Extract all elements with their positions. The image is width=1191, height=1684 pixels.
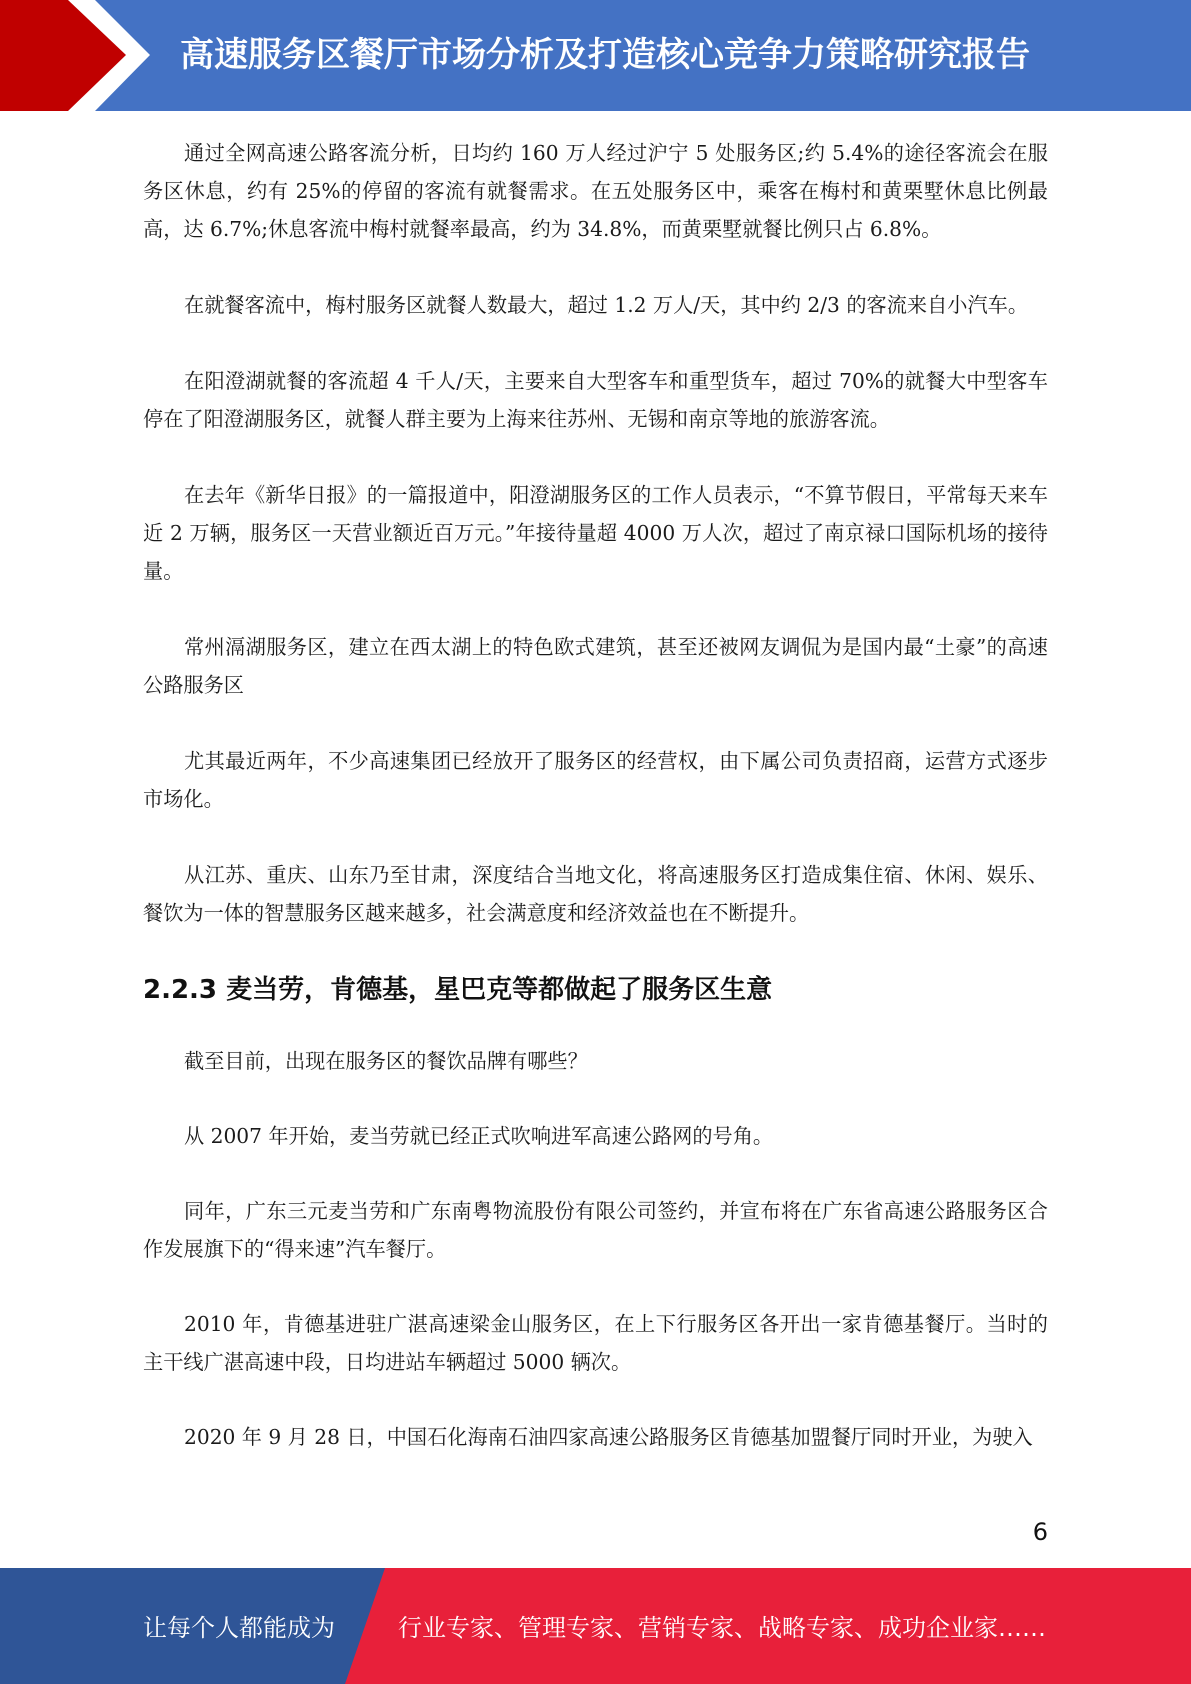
footer-slogan-left: 让每个人都能成为 — [143, 1614, 335, 1642]
paragraph: 同年，广东三元麦当劳和广东南粤物流股份有限公司签约，并宣布将在广东省高速公路服务区合作发展旗下的“得来速”汽车餐厅。 — [143, 1199, 1048, 1261]
paragraph: 从 2007 年开始，麦当劳就已经正式吹响进军高速公路网的号角。 — [184, 1124, 774, 1148]
document-title: 高速服务区餐厅市场分析及打造核心竞争力策略研究报告 — [180, 35, 1030, 75]
footer-slogan-right: 行业专家、管理专家、营销专家、战略专家、成功企业家…… — [398, 1614, 1046, 1642]
paragraph: 从江苏、重庆、山东乃至甘肃，深度结合当地文化，将高速服务区打造成集住宿、休闲、娱乐、餐饮为一体的智慧服务区越来越多，社会满意度和经济效益也在不断提升。 — [143, 863, 1048, 925]
page-number: 6 — [1032, 1518, 1048, 1546]
paragraph: 2020 年 9 月 28 日，中国石化海南石油四家高速公路服务区肯德基加盟餐厅同时开业，为驶入 — [184, 1425, 1033, 1449]
paragraph: 通过全网高速公路客流分析，日均约 160 万人经过沪宁 5 处服务区;约 5.4%的途径客流会在服务区休息，约有 25%的停留的客流有就餐需求。在五处服务区中，乘客在梅村和黄栗墅休息比例最高，达 6.7%;休息客流中梅村就餐率最高，约为 34.8%，而黄栗墅就餐比例只占 6.8%。 — [143, 141, 1048, 241]
paragraph: 2010 年，肯德基进驻广湛高速梁金山服务区，在上下行服务区各开出一家肯德基餐厅。当时的主干线广湛高速中段，日均进站车辆超过 5000 辆次。 — [143, 1312, 1048, 1374]
paragraph: 在阳澄湖就餐的客流超 4 千人/天，主要来自大型客车和重型货车，超过 70%的就餐大中型客车停在了阳澄湖服务区，就餐人群主要为上海来往苏州、无锡和南京等地的旅游客流。 — [143, 369, 1048, 431]
section-heading: 2.2.3 麦当劳，肯德基，星巴克等都做起了服务区生意 — [143, 975, 773, 1005]
header-arrow-decoration — [0, 0, 150, 111]
paragraph: 尤其最近两年，不少高速集团已经放开了服务区的经营权，由下属公司负责招商，运营方式逐步市场化。 — [143, 749, 1048, 811]
paragraph: 常州滆湖服务区，建立在西太湖上的特色欧式建筑，甚至还被网友调侃为是国内最“土豪”的高速公路服务区 — [143, 635, 1048, 697]
paragraph: 截至目前，出现在服务区的餐饮品牌有哪些？ — [184, 1049, 588, 1073]
page-footer — [0, 1568, 1191, 1684]
document-body — [143, 134, 1048, 1493]
paragraph: 在去年《新华日报》的一篇报道中，阳澄湖服务区的工作人员表示，“不算节假日，平常每天来车近 2 万辆，服务区一天营业额近百万元。”年接待量超 4000 万人次，超过了南京禄口国际机场的接待量。 — [143, 483, 1048, 583]
page-header — [0, 0, 1191, 111]
paragraph: 在就餐客流中，梅村服务区就餐人数最大，超过 1.2 万人/天，其中约 2/3 的客流来自小汽车。 — [184, 293, 1029, 317]
